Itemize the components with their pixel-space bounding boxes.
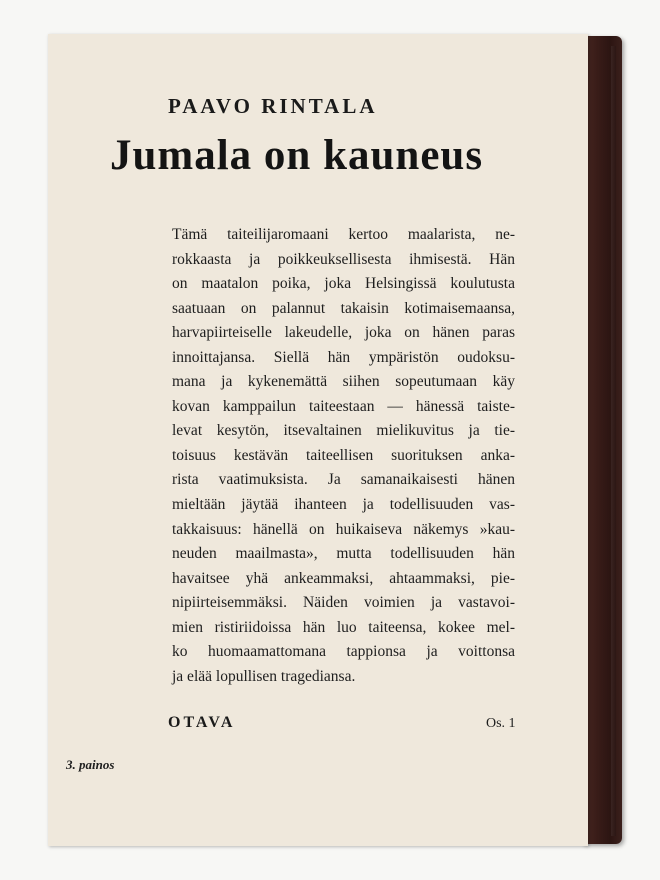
blurb-line: mana ja kykenemättä siihen sopeutumaan käy — [172, 373, 515, 391]
blurb-line: harvapiirteiselle lakeudelle, joka on hänen paras — [172, 324, 515, 342]
blurb-line: innoittajansa. Siellä hän ympäristön oudoksu- — [172, 348, 515, 366]
blurb-line: ko huomaamattomana tappionsa ja voittonsa — [172, 643, 515, 661]
publisher-name: OTAVA — [168, 714, 236, 731]
blurb-line: levat kesytön, itsevaltainen mielikuvitus ja tie- — [172, 422, 515, 440]
blurb-line: rista vaatimuksista. Ja samanaikaisesti hänen — [172, 471, 515, 489]
blurb-line: neuden maailmasta», mutta todellisuuden hän — [172, 545, 515, 563]
edition-note: 3. painos — [66, 757, 115, 772]
blurb-line: havaitsee yhä ankeammaksi, ahtaammaksi, pie- — [172, 569, 515, 587]
blurb-line: nipiirteisemmäksi. Näiden voimien ja vastavoi- — [172, 594, 515, 612]
blurb-line: Tämä taiteilijaromaani kertoo maalarista, ne- — [172, 226, 515, 243]
book-title: Jumala on kauneus — [110, 132, 484, 179]
blurb-line: toisuus kestävän taiteellisen suorituksen anka- — [172, 446, 515, 464]
author-name: PAAVO RINTALA — [168, 94, 378, 118]
blurb-line: ja elää lopullisen tragediansa. — [172, 667, 356, 685]
back-cover — [48, 34, 588, 846]
blurb-line: saatuaan on palannut takaisin kotimaisemaansa, — [172, 299, 515, 317]
blurb-line: mieltään jäytää ihanteen ja todellisuuden vas- — [172, 496, 515, 514]
book-spine — [582, 36, 622, 844]
blurb-line: takkaisuus: hänellä on huikaiseva näkemys »kau- — [172, 520, 515, 538]
blurb-line: kovan kamppailun taiteestaan — hänessä taiste- — [172, 397, 515, 415]
blurb-line: mien ristiriidoissa hän luo taiteensa, kokee mel- — [172, 618, 515, 636]
spine-highlight — [611, 46, 616, 836]
volume-number: Os. 1 — [486, 716, 516, 731]
blurb-line: rokkaasta ja poikkeuksellisesta ihmisestä. Hän — [172, 250, 515, 268]
blurb-line: on maatalon poika, joka Helsingissä koulutusta — [172, 275, 515, 293]
blurb-text — [172, 223, 515, 689]
